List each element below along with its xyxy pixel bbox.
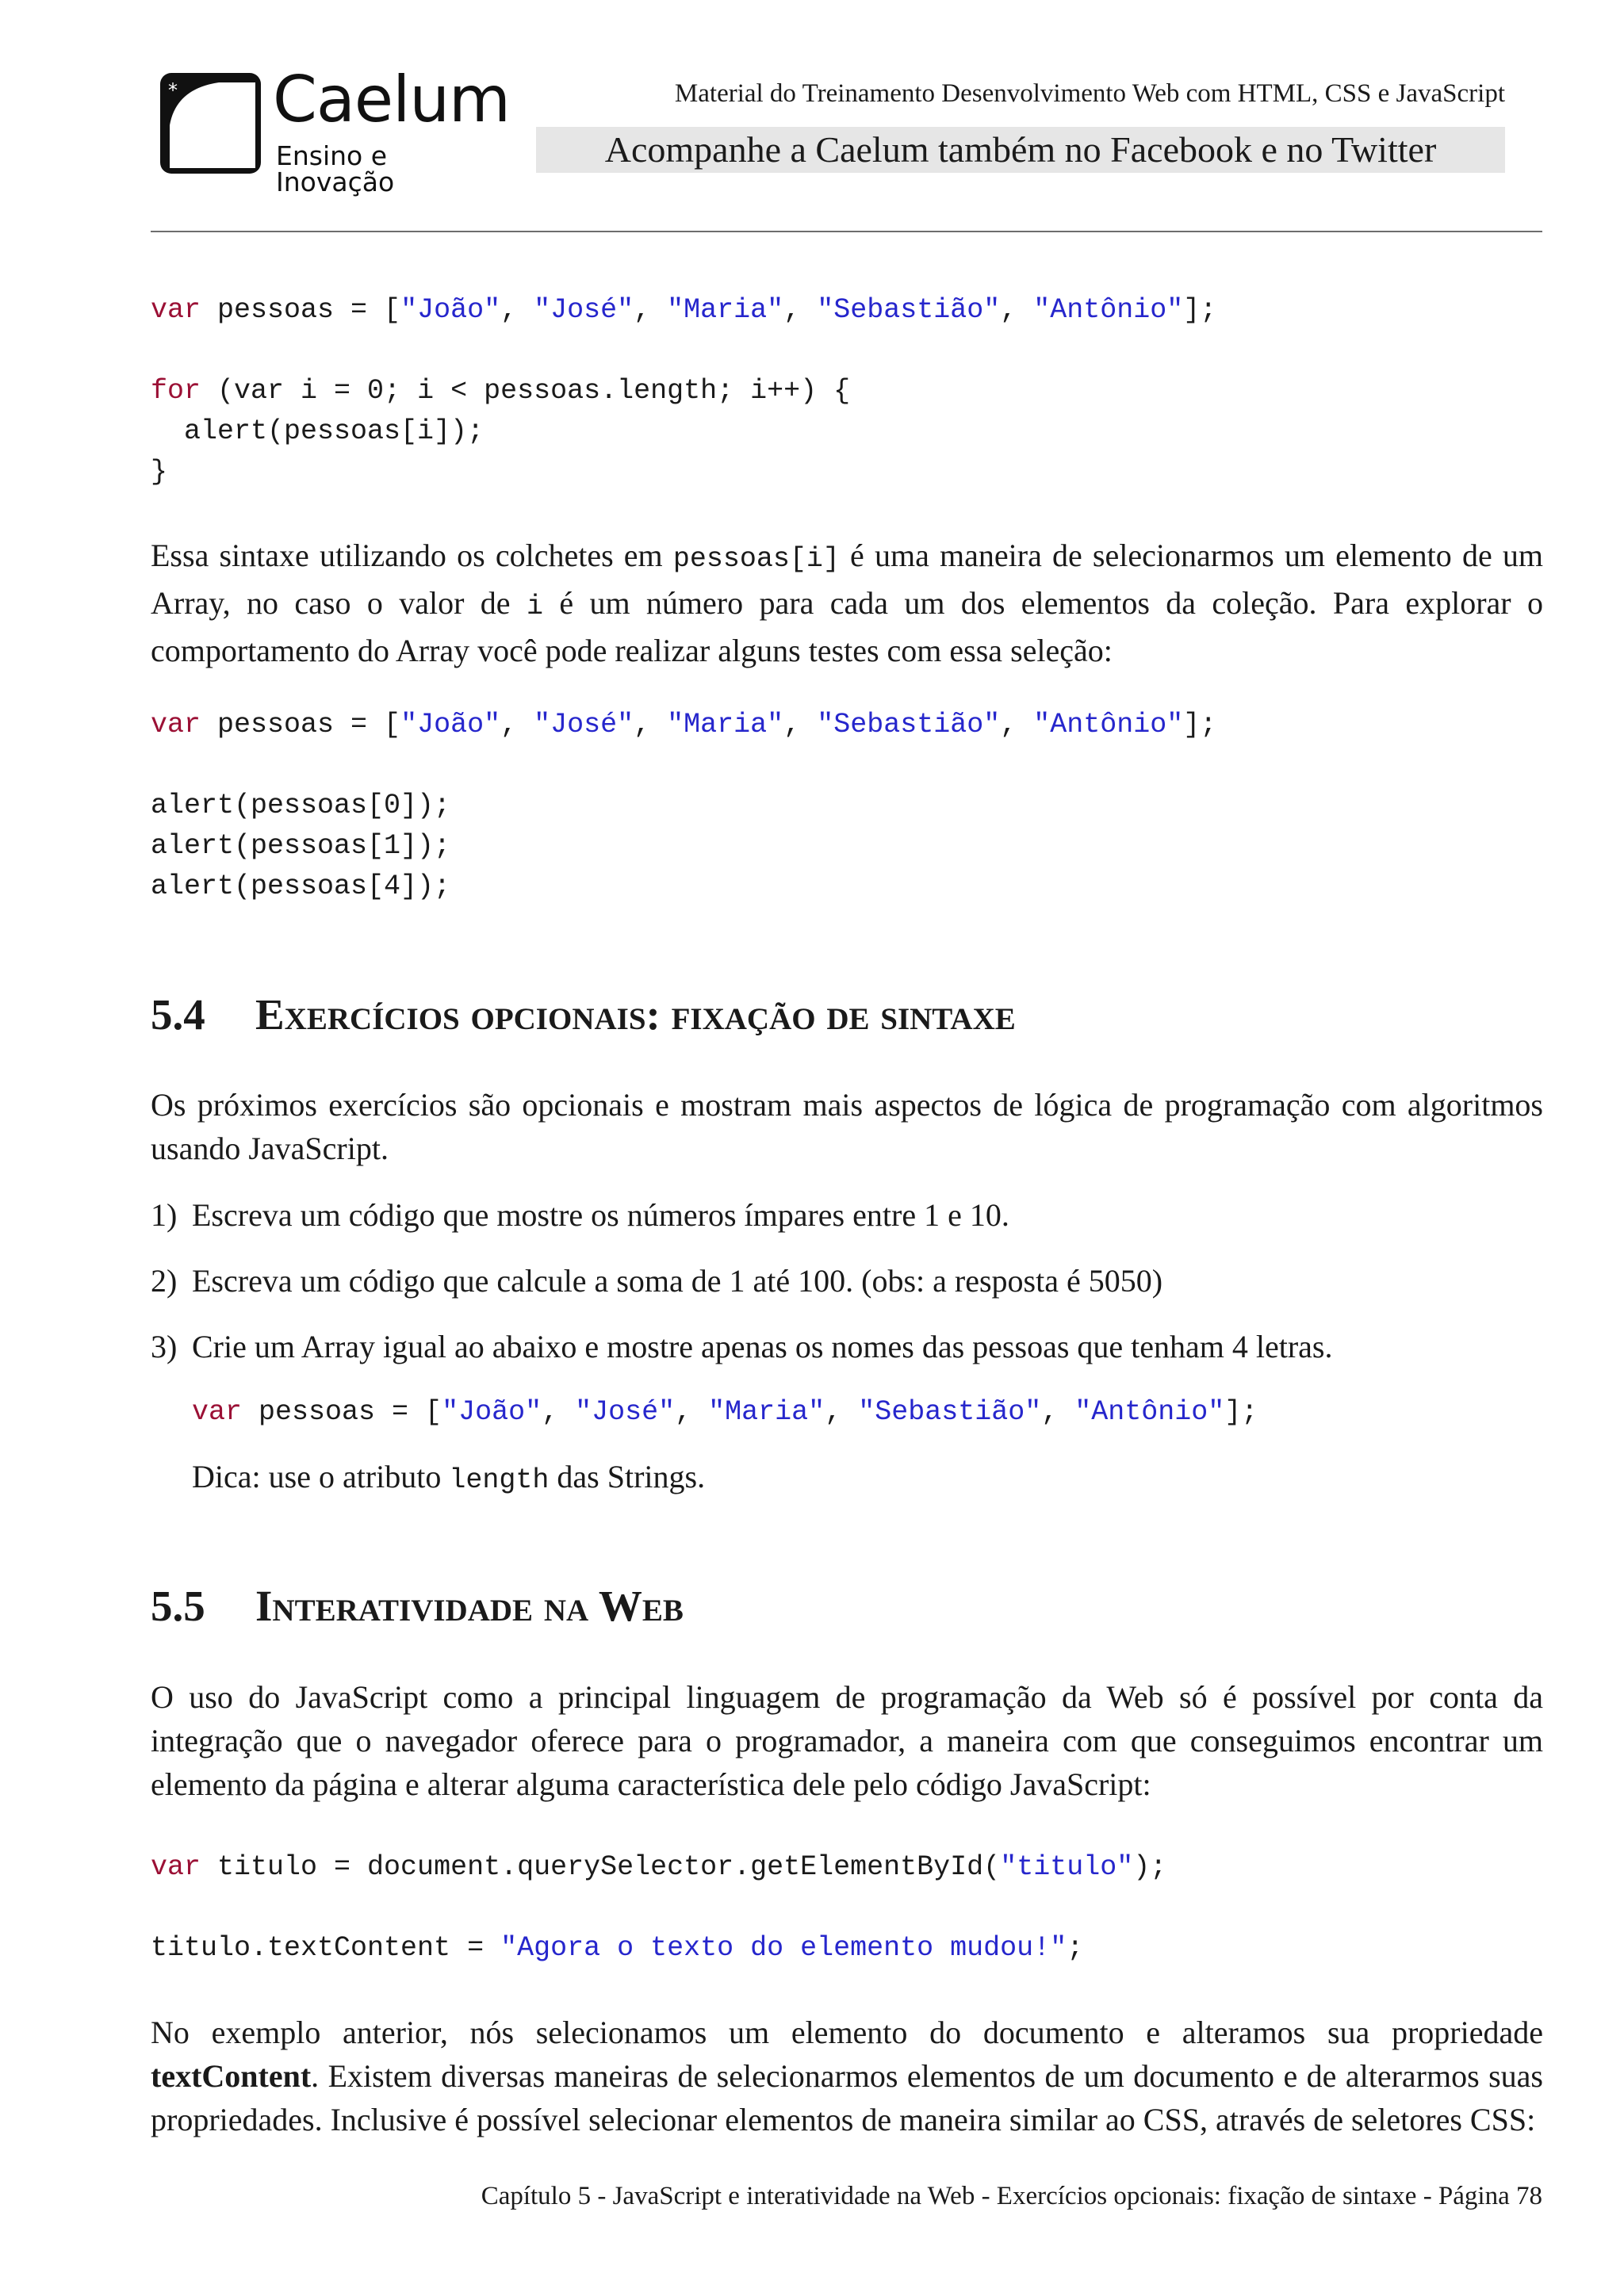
list-item <box>151 1193 1543 1237</box>
code-line-exercise-array: var pessoas = ["João", "José", "Maria", "Sebastião", "Antônio"]; <box>192 1396 1258 1428</box>
code-string: "João" <box>442 1396 542 1428</box>
code-alert-line: alert(pessoas[1]); <box>151 830 451 862</box>
code-string: "Antônio" <box>1074 1396 1225 1428</box>
caelum-logo <box>157 63 510 197</box>
section-heading-5-4 <box>151 990 1016 1039</box>
text-run: Dica: use o atributo <box>192 1459 450 1494</box>
svg-text:*: * <box>168 79 178 101</box>
code-string: "Sebastião" <box>817 709 1001 740</box>
section-number: 5.5 <box>151 1582 205 1630</box>
code-for-line: (var i = 0; i < pessoas.length; i++) { <box>217 375 851 407</box>
code-string: "José" <box>534 709 634 740</box>
code-block-array-access: var pessoas = ["João", "José", "Maria", "Sebastião", "Antônio"]; alert(pessoas[0]); alert(pessoas[1]); alert(pessoas[4]); <box>151 709 1217 902</box>
section-heading-5-5 <box>151 1584 684 1628</box>
code-string: "Agora o texto do elemento mudou!" <box>500 1932 1067 1964</box>
code-string: "Maria" <box>667 294 784 326</box>
code-alert-line: alert(pessoas[0]); <box>151 790 451 821</box>
code-close-brace: } <box>151 456 168 488</box>
code-string: "Maria" <box>667 709 784 740</box>
code-string: "José" <box>575 1396 676 1428</box>
code-string: "Sebastião" <box>858 1396 1042 1428</box>
social-banner: Acompanhe a Caelum também no Facebook e no Twitter <box>604 129 1437 170</box>
code-string: "Antônio" <box>1033 294 1184 326</box>
text-run: Essa sintaxe utilizando os colchetes em <box>151 538 673 573</box>
code-alert-line: alert(pessoas[4]); <box>151 871 451 902</box>
caelum-logo-icon <box>157 70 264 177</box>
text-run: . Existem diversas maneiras de selecionarmos elementos de um documento e de alterarmos suas propriedades. Inclusive é possível selecionar elementos de maneira similar ao CSS, através de seletores CSS: <box>151 2058 1543 2137</box>
code-text: ; <box>1067 1932 1084 1964</box>
exercise-tip <box>192 1455 1540 1502</box>
code-text: titulo.textContent = <box>151 1932 501 1964</box>
code-alert-line: alert(pessoas[i]); <box>151 415 485 447</box>
list-number: 2) <box>151 1263 178 1299</box>
code-string: "João" <box>400 709 501 740</box>
page-footer: Capítulo 5 - JavaScript e interatividade na Web - Exercícios opcionais: fixação de sintaxe - Página 78 <box>481 2182 1542 2210</box>
list-text: Escreva um código que calcule a soma de 1 até 100. (obs: a resposta é 5050) <box>192 1263 1163 1299</box>
inline-code: pessoas[i] <box>672 543 840 575</box>
text-run: das Strings. <box>549 1459 706 1494</box>
list-number: 1) <box>151 1197 178 1233</box>
text-run: é uma maneira de selecionarmos um elemento de um Array, no caso o valor de <box>151 538 1543 621</box>
text-run: é um número para cada um dos elementos da coleção. Para explorar o comportamento do Array você pode realizar alguns testes com essa seleção: <box>151 585 1543 668</box>
section-5-4-intro: Os próximos exercícios são opcionais e mostram mais aspectos de lógica de programação com algoritmos usando JavaScript. <box>151 1087 1543 1166</box>
list-item <box>151 1325 1543 1368</box>
section-title: Interatividade na Web <box>255 1582 684 1630</box>
list-number: 3) <box>151 1329 178 1364</box>
section-number: 5.4 <box>151 990 205 1039</box>
code-string: "João" <box>400 294 501 326</box>
code-string: "Sebastião" <box>817 294 1001 326</box>
header-divider <box>151 231 1542 232</box>
logo-wordmark: Caelum <box>273 63 510 136</box>
training-title: Material do Treinamento Desenvolvimento Web com HTML, CSS e JavaScript <box>674 79 1505 108</box>
code-string: "Maria" <box>708 1396 825 1428</box>
list-text: Crie um Array igual ao abaixo e mostre apenas os nomes das pessoas que tenham 4 letras. <box>192 1329 1333 1364</box>
code-block-array-loop: var pessoas = ["João", "José", "Maria", "Sebastião", "Antônio"]; for (var i = 0; i < pessoas.length; i++) { alert(pessoas[i]); } <box>151 294 1217 488</box>
code-string: "titulo" <box>1000 1851 1134 1883</box>
code-string: "Antônio" <box>1033 709 1184 740</box>
inline-code: length <box>449 1464 550 1496</box>
code-text: ); <box>1133 1851 1167 1883</box>
logo-tagline: Ensino e Inovação <box>276 140 395 197</box>
code-block-dom-change: var titulo = document.querySelector.getElementById("titulo"); titulo.textContent = "Agora o texto do elemento mudou!"; <box>151 1851 1167 1964</box>
paragraph-textcontent <box>151 2011 1543 2141</box>
bold-term: textContent <box>151 2058 312 2094</box>
code-text: titulo = document.querySelector.getElementById( <box>201 1851 1001 1883</box>
section-5-5-intro: O uso do JavaScript como a principal linguagem de programação da Web só é possível por conta da integração que o navegador oferece para o programador, a maneira com que conseguimos encontrar um elemento da página e alterar alguma característica dele pelo código JavaScript: <box>151 1679 1543 1802</box>
section-title: Exercícios opcionais: fixação de sintaxe <box>255 990 1016 1039</box>
text-run: No exemplo anterior, nós selecionamos um elemento do documento e alteramos sua propriedade <box>151 2015 1543 2050</box>
paragraph-array-selection <box>151 534 1543 672</box>
list-text: Escreva um código que mostre os números ímpares entre 1 e 10. <box>192 1197 1009 1233</box>
inline-code: i <box>526 591 543 622</box>
list-item <box>151 1259 1543 1303</box>
code-string: "José" <box>534 294 634 326</box>
